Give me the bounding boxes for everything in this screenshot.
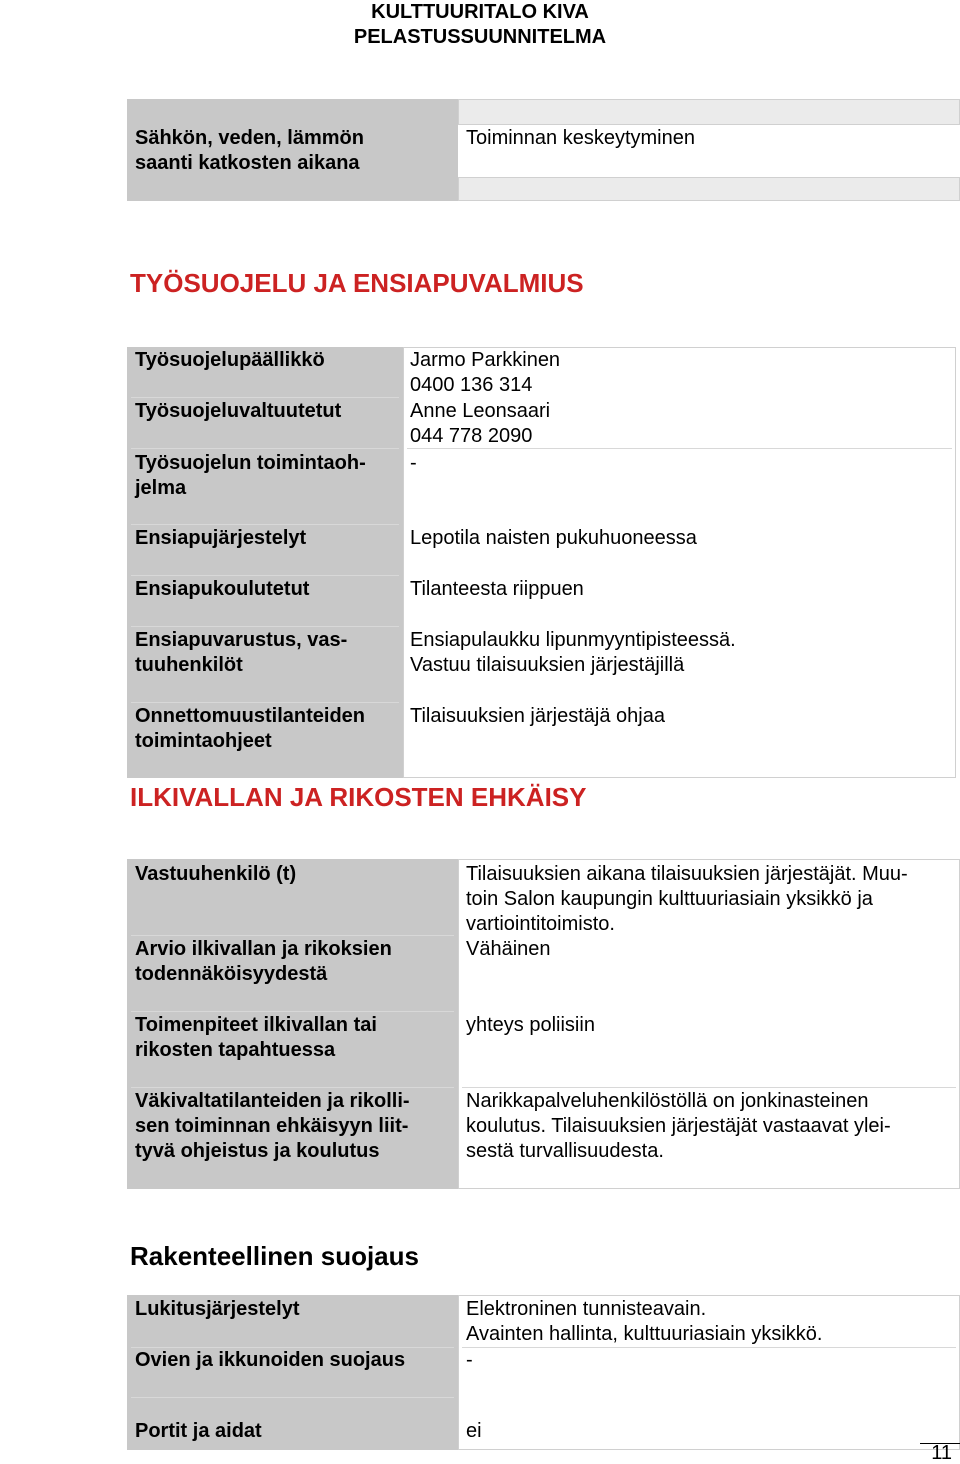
tyosuojelu-title: TYÖSUOJELU JA ENSIAPUVALMIUS — [130, 268, 584, 298]
value-ensiapujarjestelyt: Lepotila naisten pukuhuoneessa — [410, 527, 697, 549]
value-vastuuhenkilo: Tilaisuuksien aikana tilaisuuksien järjestäjät. Muu- toin Salon kaupungin kulttuuriasiain yksikkö ja vartiointitoimisto. — [466, 863, 908, 935]
label-ensiapujarjestelyt: Ensiapujärjestelyt — [135, 527, 307, 549]
header-title: KULTTUURITALO KIVA — [371, 1, 589, 23]
label-arvio: Arvio ilkivallan ja rikoksien todennäköisyydestä — [135, 938, 392, 985]
label-portit-aidat: Portit ja aidat — [135, 1420, 262, 1442]
label-ovien-suojaus: Ovien ja ikkunoiden suojaus — [135, 1349, 406, 1371]
value-toimintaohjelma: - — [410, 452, 417, 474]
value-ensiapukoulutetut: Tilanteesta riippuen — [410, 578, 584, 600]
label-lukitusjarjestelyt: Lukitusjärjestelyt — [135, 1298, 300, 1320]
rakenteellinen-title: Rakenteellinen suojaus — [130, 1241, 419, 1271]
label-toimintaohjelma: Työsuojelun toimintaoh- jelma — [135, 452, 366, 499]
page-number: 11 — [931, 1442, 952, 1464]
section0-label: Sähkön, veden, lämmön saanti katkosten aikana — [135, 127, 364, 174]
value-arvio: Vähäinen — [466, 938, 551, 960]
section0-value: Toiminnan keskeytyminen — [466, 127, 695, 149]
value-ovien-suojaus: - — [466, 1349, 473, 1371]
value-tyosuojelupaallikko: Jarmo Parkkinen 0400 136 314 — [410, 349, 561, 396]
ilkivalta-title: ILKIVALLAN JA RIKOSTEN EHKÄISY — [130, 782, 587, 812]
value-tyosuojeluvaltuutetut: Anne Leonsaari 044 778 2090 — [410, 400, 551, 447]
label-vastuuhenkilo: Vastuuhenkilö (t) — [135, 863, 297, 885]
header-subtitle: PELASTUSSUUNNITELMA — [353, 26, 607, 48]
label-vakivaltatilanteet: Väkivaltatilanteiden ja rikolli- sen toiminnan ehkäisyyn liit- tyvä ohjeistus ja koulutus — [135, 1090, 410, 1162]
label-toimenpiteet: Toimenpiteet ilkivallan tai rikosten tapahtuessa — [135, 1014, 377, 1061]
label-ensiapuvarustus: Ensiapuvarustus, vas- tuuhenkilöt — [135, 629, 348, 676]
value-onnettomuustilanteet: Tilaisuuksien järjestäjä ohjaa — [410, 705, 665, 727]
label-onnettomuustilanteet: Onnettomuustilanteiden toimintaohjeet — [135, 705, 365, 752]
label-ensiapukoulutetut: Ensiapukoulutetut — [135, 578, 310, 600]
value-ensiapuvarustus: Ensiapulaukku lipunmyyntipisteessä. Vastuu tilaisuuksien järjestäjillä — [410, 629, 736, 676]
label-tyosuojeluvaltuutetut: Työsuojeluvaltuutetut — [135, 400, 342, 422]
value-portit-aidat: ei — [466, 1420, 482, 1442]
label-tyosuojelupaallikko: Työsuojelupäällikkö — [135, 349, 325, 371]
value-vakivaltatilanteet: Narikkapalveluhenkilöstöllä on jonkinasteinen koulutus. Tilaisuuksien järjestäjät vastaavat ylei- sestä turvallisuudesta. — [466, 1090, 891, 1162]
value-toimenpiteet: yhteys poliisiin — [466, 1014, 595, 1036]
document-header — [0, 0, 960, 50]
value-lukitusjarjestelyt: Elektroninen tunnisteavain. Avainten hallinta, kulttuuriasiain yksikkö. — [466, 1298, 823, 1345]
